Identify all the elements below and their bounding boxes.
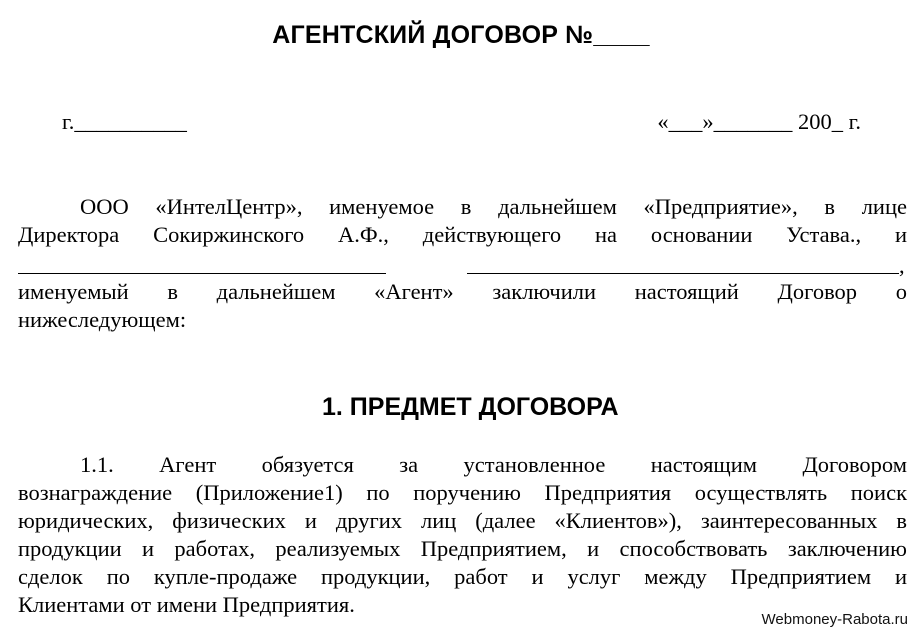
agent-name-blanks bbox=[18, 252, 907, 280]
clause-line: сделок по купле-продаже продукции, работ и услуг между Предприятием и bbox=[18, 564, 907, 589]
clause-1-1 bbox=[18, 451, 907, 619]
preamble-line: Директора Сокиржинского А.Ф., действующего на основании Устава., и bbox=[18, 222, 907, 247]
clause-line: 1.1. Агент обязуется за установленное настоящим Договором bbox=[80, 452, 907, 477]
clause-line: Клиентами от имени Предприятия. bbox=[18, 592, 355, 617]
clause-line: юридических, физических и других лиц (далее «Клиентов»), заинтересованных в bbox=[18, 508, 907, 533]
preamble-line: нижеследующем: bbox=[18, 307, 187, 332]
blank-line bbox=[467, 273, 899, 274]
date-field: «___»_______ 200_ г. bbox=[657, 109, 861, 134]
place-field: г.__________ bbox=[62, 109, 187, 134]
watermark-link[interactable]: Webmoney-Rabota.ru bbox=[758, 609, 912, 630]
clause-line: продукции и работах, реализуемых Предприятием, и способствовать заключению bbox=[18, 536, 907, 561]
preamble-line: именуемый в дальнейшем «Агент» заключили настоящий Договор о bbox=[18, 279, 907, 304]
preamble-line: ООО «ИнтелЦентр», именуемое в дальнейшем «Предприятие», в лице bbox=[80, 194, 907, 219]
preamble-paragraph bbox=[18, 193, 907, 249]
section-heading: 1. ПРЕДМЕТ ДОГОВОРА bbox=[322, 393, 619, 421]
document-title: АГЕНТСКИЙ ДОГОВОР №____ bbox=[272, 21, 650, 49]
blank-comma: , bbox=[899, 253, 905, 278]
blank-line bbox=[18, 273, 386, 274]
clause-line: вознаграждение (Приложение1) по поручению Предприятия осуществлять поиск bbox=[18, 480, 907, 505]
preamble-paragraph-continued bbox=[18, 278, 907, 334]
